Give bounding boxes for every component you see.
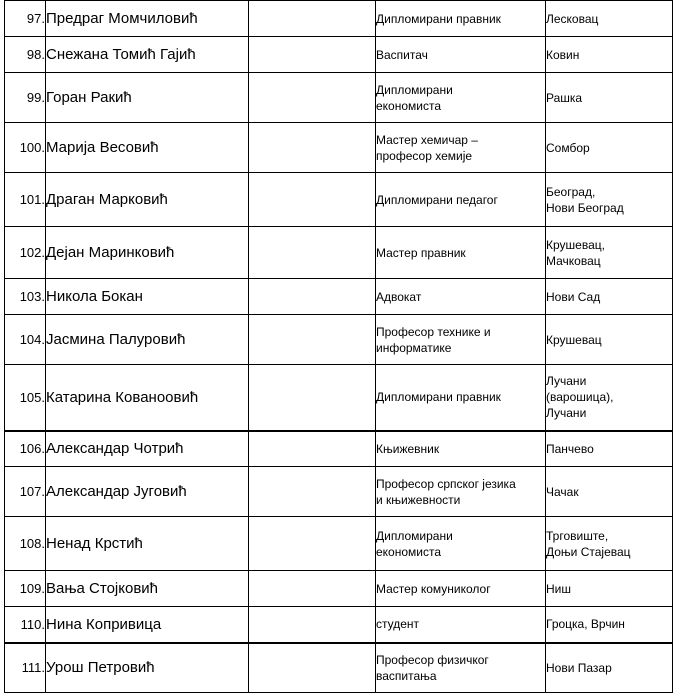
empty-cell xyxy=(249,315,376,365)
place-line: Сомбор xyxy=(546,140,590,155)
row-number: 100. xyxy=(5,123,46,173)
occupation-cell xyxy=(376,571,546,607)
table-row xyxy=(5,173,673,227)
empty-cell xyxy=(249,431,376,467)
occupation-line: Дипломирани xyxy=(376,528,453,543)
occupation-line: Књижевник xyxy=(376,441,440,456)
place-line: Панчево xyxy=(546,441,594,456)
empty-cell xyxy=(249,173,376,227)
row-number: 99. xyxy=(5,73,46,123)
place-cell xyxy=(546,517,673,571)
occupation-line: Дипломирани правник xyxy=(376,390,501,405)
candidate-name: Александар Чотрић xyxy=(46,431,249,467)
table-row xyxy=(5,467,673,517)
occupation-line: Васпитач xyxy=(376,47,428,62)
place-cell xyxy=(546,643,673,693)
occupation-cell xyxy=(376,73,546,123)
candidate-name: Вања Стојковић xyxy=(46,571,249,607)
table-row xyxy=(5,123,673,173)
occupation-line: Мастер правник xyxy=(376,245,466,260)
occupation-cell xyxy=(376,123,546,173)
row-number: 105. xyxy=(5,365,46,431)
place-cell xyxy=(546,365,673,431)
occupation-line: економиста xyxy=(376,544,442,559)
empty-cell xyxy=(249,37,376,73)
place-line: Мачковац xyxy=(546,253,601,268)
place-line: Београд, xyxy=(546,184,596,199)
place-cell xyxy=(546,279,673,315)
table-body xyxy=(5,1,673,693)
table-row xyxy=(5,365,673,431)
table-row xyxy=(5,643,673,693)
occupation-cell xyxy=(376,1,546,37)
empty-cell xyxy=(249,607,376,643)
place-line: Лучани xyxy=(546,374,587,389)
candidate-name: Урош Петровић xyxy=(46,643,249,693)
place-cell xyxy=(546,227,673,279)
occupation-line: Дипломирани правник xyxy=(376,11,501,26)
place-cell xyxy=(546,571,673,607)
occupation-line: економиста xyxy=(376,98,442,113)
table-row xyxy=(5,279,673,315)
empty-cell xyxy=(249,73,376,123)
place-line: Лучани xyxy=(546,406,587,421)
occupation-cell xyxy=(376,643,546,693)
place-line: Лесковац xyxy=(546,11,599,26)
place-cell xyxy=(546,467,673,517)
occupation-cell xyxy=(376,365,546,431)
occupation-line: васпитања xyxy=(376,668,437,683)
candidate-name: Снежана Томић Гајић xyxy=(46,37,249,73)
occupation-line: информатике xyxy=(376,340,452,355)
occupation-cell xyxy=(376,431,546,467)
empty-cell xyxy=(249,279,376,315)
occupation-line: Професор физичког xyxy=(376,652,489,667)
occupation-cell xyxy=(376,517,546,571)
place-line: Нови Сад xyxy=(546,289,601,304)
place-line: Крушевац xyxy=(546,332,602,347)
place-line: Крушевац, xyxy=(546,237,605,252)
row-number: 101. xyxy=(5,173,46,227)
candidate-name: Александар Југовић xyxy=(46,467,249,517)
place-cell xyxy=(546,37,673,73)
place-cell xyxy=(546,73,673,123)
occupation-cell xyxy=(376,279,546,315)
place-line: Ниш xyxy=(546,581,571,596)
occupation-line: Дипломирани педагог xyxy=(376,192,498,207)
occupation-line: Професор технике и xyxy=(376,324,491,339)
occupation-line: Мастер комуниколог xyxy=(376,581,491,596)
row-number: 108. xyxy=(5,517,46,571)
occupation-line: Адвокат xyxy=(376,289,422,304)
table-row xyxy=(5,73,673,123)
occupation-cell xyxy=(376,467,546,517)
table-row xyxy=(5,571,673,607)
row-number: 110. xyxy=(5,607,46,643)
candidate-name: Марија Весовић xyxy=(46,123,249,173)
candidate-name: Никола Бокан xyxy=(46,279,249,315)
row-number: 106. xyxy=(5,431,46,467)
place-cell xyxy=(546,431,673,467)
place-line: Нови Пазар xyxy=(546,660,612,675)
occupation-line: Дипломирани xyxy=(376,82,453,97)
row-number: 111. xyxy=(5,643,46,693)
occupation-cell xyxy=(376,37,546,73)
empty-cell xyxy=(249,227,376,279)
place-line: Гроцка, Врчин xyxy=(546,617,625,632)
row-number: 102. xyxy=(5,227,46,279)
place-line: Чачак xyxy=(546,484,579,499)
candidate-name: Нина Копривица xyxy=(46,607,249,643)
place-cell xyxy=(546,123,673,173)
empty-cell xyxy=(249,467,376,517)
occupation-line: и књижевности xyxy=(376,492,461,507)
table-row xyxy=(5,431,673,467)
row-number: 103. xyxy=(5,279,46,315)
place-cell xyxy=(546,1,673,37)
candidates-table xyxy=(4,0,673,693)
occupation-line: Мастер хемичар – xyxy=(376,132,478,147)
table-row xyxy=(5,607,673,643)
empty-cell xyxy=(249,517,376,571)
candidate-name: Драган Марковић xyxy=(46,173,249,227)
place-cell xyxy=(546,315,673,365)
table-row xyxy=(5,227,673,279)
place-line: Рашка xyxy=(546,90,583,105)
occupation-cell xyxy=(376,173,546,227)
row-number: 109. xyxy=(5,571,46,607)
place-line: Ковин xyxy=(546,47,580,62)
place-cell xyxy=(546,607,673,643)
candidate-name: Јасмина Палуровић xyxy=(46,315,249,365)
place-line: Нови Београд xyxy=(546,200,624,215)
empty-cell xyxy=(249,1,376,37)
candidate-name: Катарина Кованоовић xyxy=(46,365,249,431)
table-row xyxy=(5,37,673,73)
empty-cell xyxy=(249,365,376,431)
occupation-line: професор хемије xyxy=(376,148,473,163)
empty-cell xyxy=(249,643,376,693)
empty-cell xyxy=(249,123,376,173)
occupation-cell xyxy=(376,227,546,279)
table-row xyxy=(5,517,673,571)
occupation-cell xyxy=(376,315,546,365)
table-row xyxy=(5,1,673,37)
row-number: 107. xyxy=(5,467,46,517)
candidate-name: Предраг Момчиловић xyxy=(46,1,249,37)
row-number: 98. xyxy=(5,37,46,73)
place-cell xyxy=(546,173,673,227)
row-number: 104. xyxy=(5,315,46,365)
table-row xyxy=(5,315,673,365)
place-line: Доњи Стајевац xyxy=(546,544,631,559)
occupation-line: Професор српског језика xyxy=(376,476,516,491)
occupation-cell xyxy=(376,607,546,643)
candidate-name: Горан Ракић xyxy=(46,73,249,123)
row-number: 97. xyxy=(5,1,46,37)
candidate-name: Ненад Крстић xyxy=(46,517,249,571)
occupation-line: студент xyxy=(376,617,420,632)
place-line: Трговиште, xyxy=(546,528,609,543)
empty-cell xyxy=(249,571,376,607)
place-line: (варошица), xyxy=(546,390,614,405)
candidate-name: Дејан Маринковић xyxy=(46,227,249,279)
